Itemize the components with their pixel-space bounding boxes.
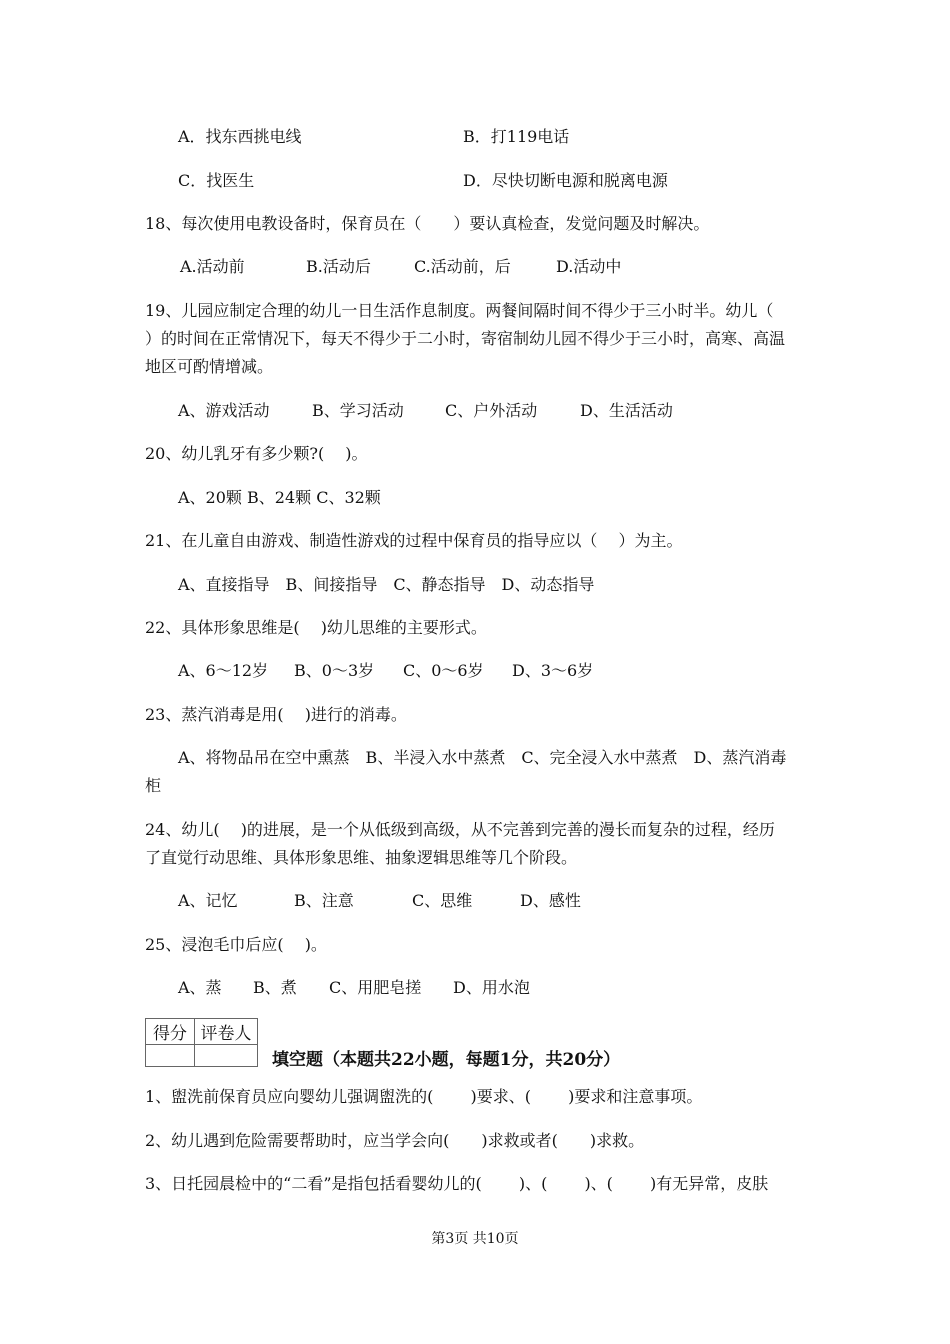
q21-options: A、直接指导 B、间接指导 C、静态指导 D、动态指导 (178, 575, 595, 594)
q25-option-a: A、蒸 (178, 978, 222, 997)
q19-line-2: ）的时间在正常情况下，每天不得少于二小时，寄宿制幼儿园不得少于三小时，高寒、高温 (145, 329, 786, 348)
q20-options: A、20颗 B、24颗 C、32颗 (178, 488, 381, 507)
page-footer: 第3页 共10页 (431, 1231, 519, 1247)
q19-option-a: A、游戏活动 (178, 401, 270, 420)
score-cell (146, 1045, 195, 1067)
score-box (145, 1018, 258, 1067)
q25-question: 25、浸泡毛巾后应( )。 (145, 935, 327, 954)
q23-question: 23、蒸汽消毒是用( )进行的消毒。 (145, 705, 407, 724)
q17-option-b: B．打119电话 (463, 127, 570, 146)
fill-question-1: 1、盥洗前保育员应向婴幼儿强调盥洗的( )要求、( )要求和注意事项。 (145, 1087, 703, 1106)
q17-option-c: C．找医生 (178, 171, 255, 190)
q18-question: 18、每次使用电教设备时，保育员在（ ）要认真检查，发觉问题及时解决。 (145, 214, 710, 233)
q20-question: 20、幼儿乳牙有多少颗?( )。 (145, 444, 368, 463)
q22-option-b: B、0～3岁 (294, 661, 375, 680)
q19-option-b: B、学习活动 (312, 401, 404, 420)
q25-option-c: C、用肥皂搓 (329, 978, 422, 997)
q25-option-b: B、煮 (253, 978, 297, 997)
q19-option-d: D、生活活动 (580, 401, 673, 420)
q23-options-line-2: 柜 (145, 776, 162, 795)
q23-options-line-1: A、将物品吊在空中熏蒸 B、半浸入水中蒸煮 C、完全浸入水中蒸煮 D、蒸汽消毒 (178, 748, 787, 767)
q24-line-2: 了直觉行动思维、具体形象思维、抽象逻辑思维等几个阶段。 (145, 848, 578, 867)
q22-option-c: C、0～6岁 (403, 661, 484, 680)
fill-question-2: 2、幼儿遇到危险需要帮助时，应当学会向( )求救或者( )求救。 (145, 1131, 645, 1150)
q17-option-a: A．找东西挑电线 (178, 127, 302, 146)
score-header: 得分 (146, 1019, 195, 1045)
grader-cell (195, 1045, 258, 1067)
q19-option-c: C、户外活动 (445, 401, 538, 420)
q24-line-1: 24、幼儿( )的进展，是一个从低级到高级，从不完善到完善的漫长而复杂的过程，经历 (145, 820, 775, 839)
q24-option-a: A、记忆 (178, 891, 238, 910)
section-title: 填空题（本题共22小题，每题1分，共20分） (272, 1050, 621, 1070)
q22-option-a: A、6～12岁 (178, 661, 269, 680)
grader-header: 评卷人 (195, 1019, 258, 1045)
q22-option-d: D、3～6岁 (512, 661, 594, 680)
q24-option-b: B、注意 (294, 891, 354, 910)
q18-option-a: A.活动前 (180, 257, 245, 276)
q19-line-1: 19、儿园应制定合理的幼儿一日生活作息制度。两餐间隔时间不得少于三小时半。幼儿（ (145, 301, 774, 320)
q19-line-3: 地区可酌情增减。 (145, 357, 274, 376)
q25-option-d: D、用水泡 (453, 978, 530, 997)
fill-question-3: 3、日托园晨检中的“二看”是指包括看婴幼儿的( )、( )、( )有无异常，皮肤 (145, 1174, 769, 1193)
q18-option-b: B.活动后 (306, 257, 371, 276)
q17-option-d: D．尽快切断电源和脱离电源 (463, 171, 668, 190)
q21-question: 21、在儿童自由游戏、制造性游戏的过程中保育员的指导应以（ ）为主。 (145, 531, 683, 550)
q18-option-c: C.活动前，后 (414, 257, 511, 276)
q22-question: 22、具体形象思维是( )幼儿思维的主要形式。 (145, 618, 487, 637)
q24-option-c: C、思维 (412, 891, 473, 910)
q24-option-d: D、感性 (520, 891, 581, 910)
q18-option-d: D.活动中 (556, 257, 622, 276)
